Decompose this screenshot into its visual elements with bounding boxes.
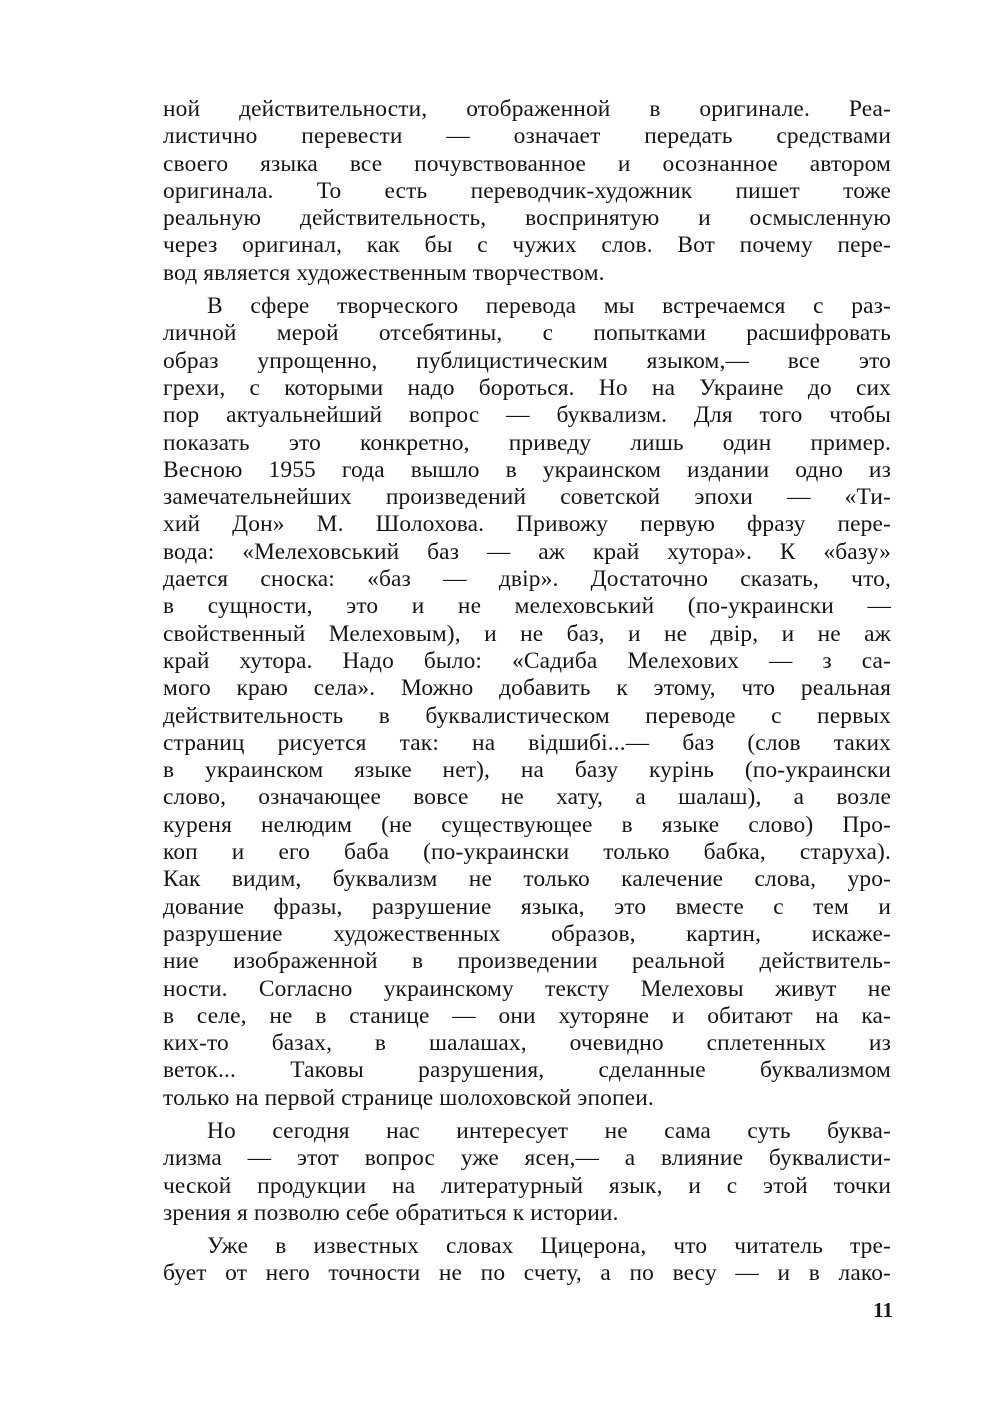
text-line: действительность в буквалистическом переводе с первых (163, 702, 891, 729)
text-line: ние изображенной в произведении реальной действитель- (163, 948, 891, 975)
text-line: бует от него точности не по счету, а по весу — и в лако- (163, 1260, 891, 1287)
text-line: образ упрощенно, публицистическим языком,— все это (163, 347, 891, 374)
text-line: вод является художественным творчеством. (163, 259, 605, 286)
text-line: через оригинал, как бы с чужих слов. Вот почему пере- (163, 232, 891, 259)
text-line: ности. Согласно украинскому тексту Мелеховы живут не (163, 975, 891, 1002)
text-line: в украинском языке нет), на базу курінь (по-украински (163, 757, 891, 784)
text-line: реальную действительность, воспринятую и осмысленную (163, 205, 891, 232)
text-line: пор актуальнейший вопрос — буквализм. Для того чтобы (163, 402, 891, 429)
text-line: в селе, не в станице — они хуторяне и обитают на ка- (163, 1002, 891, 1029)
paragraph-3 (163, 1118, 891, 1227)
text-line: личной мерой отсебятины, с попытками расшифровать (163, 320, 891, 347)
text-line: Но сегодня нас интересует не сама суть буква- (207, 1117, 891, 1144)
text-line: замечательнейших произведений советской эпохи — «Ти- (163, 484, 891, 511)
text-line: ческой продукции на литературный язык, и с этой точки (163, 1172, 891, 1199)
text-line: дование фразы, разрушение языка, это вместе с тем и (163, 893, 891, 920)
text-line: листично перевести — означает передать средствами (163, 123, 891, 150)
text-line: В сфере творческого перевода мы встречаемся с раз- (207, 293, 891, 320)
text-line: только на первой странице шолоховской эпопеи. (163, 1084, 654, 1111)
text-line: грехи, с которыми надо бороться. Но на Украине до сих (163, 374, 891, 401)
text-line: лизма — этот вопрос уже ясен,— а влияние буквалисти- (163, 1145, 891, 1172)
text-line: веток... Таковы разрушения, сделанные буквализмом (163, 1057, 891, 1084)
text-line: хий Дон» М. Шолохова. Привожу первую фразу пере- (163, 511, 891, 538)
text-line: коп и его баба (по-украински только бабка, старуха). (163, 839, 891, 866)
text-line: Уже в известных словах Цицерона, что читатель тре- (207, 1233, 891, 1260)
text-line: свойственный Мелеховым), и не баз, и не двір, и не аж (163, 620, 891, 647)
text-line: зрения я позволю себе обратиться к истории. (163, 1199, 619, 1226)
paragraph-1 (163, 96, 891, 287)
text-line: ной действительности, отображенной в оригинале. Реа- (163, 96, 891, 122)
text-line: разрушение художественных образов, картин, искаже- (163, 920, 891, 947)
body-text (163, 96, 891, 1288)
text-line: край хутора. Надо было: «Садиба Мелехових — з са- (163, 647, 891, 674)
text-line: страниц рисуется так: на відшибі...— баз (слов таких (163, 729, 891, 756)
paragraph-4 (163, 1233, 891, 1288)
text-line: своего языка все почувствованное и осознанное автором (163, 150, 891, 177)
text-line: куреня нелюдим (не существующее в языке слово) Про- (163, 811, 891, 838)
text-line: оригинала. То есть переводчик-художник пишет тоже (163, 177, 891, 204)
text-line: в сущности, это и не мелеховський (по-украински — (163, 593, 891, 620)
text-line: дается сноска: «баз — двір». Достаточно сказать, что, (163, 566, 891, 593)
text-line: слово, означающее вовсе не хату, а шалаш), а возле (163, 784, 891, 811)
paragraph-2 (163, 293, 891, 1112)
text-line: показать это конкретно, приведу лишь один пример. (163, 429, 891, 456)
page-number: 11 (873, 1298, 893, 1322)
text-line: Как видим, буквализм не только калечение слова, уро- (163, 866, 891, 893)
text-line: вода: «Мелеховський баз — аж край хутора». К «базу» (163, 538, 891, 565)
text-line: Весною 1955 года вышло в украинском издании одно из (163, 456, 891, 483)
text-line: ких-то базах, в шалашах, очевидно сплетенных из (163, 1030, 891, 1057)
text-line: мого краю села». Можно добавить к этому, что реальная (163, 675, 891, 702)
